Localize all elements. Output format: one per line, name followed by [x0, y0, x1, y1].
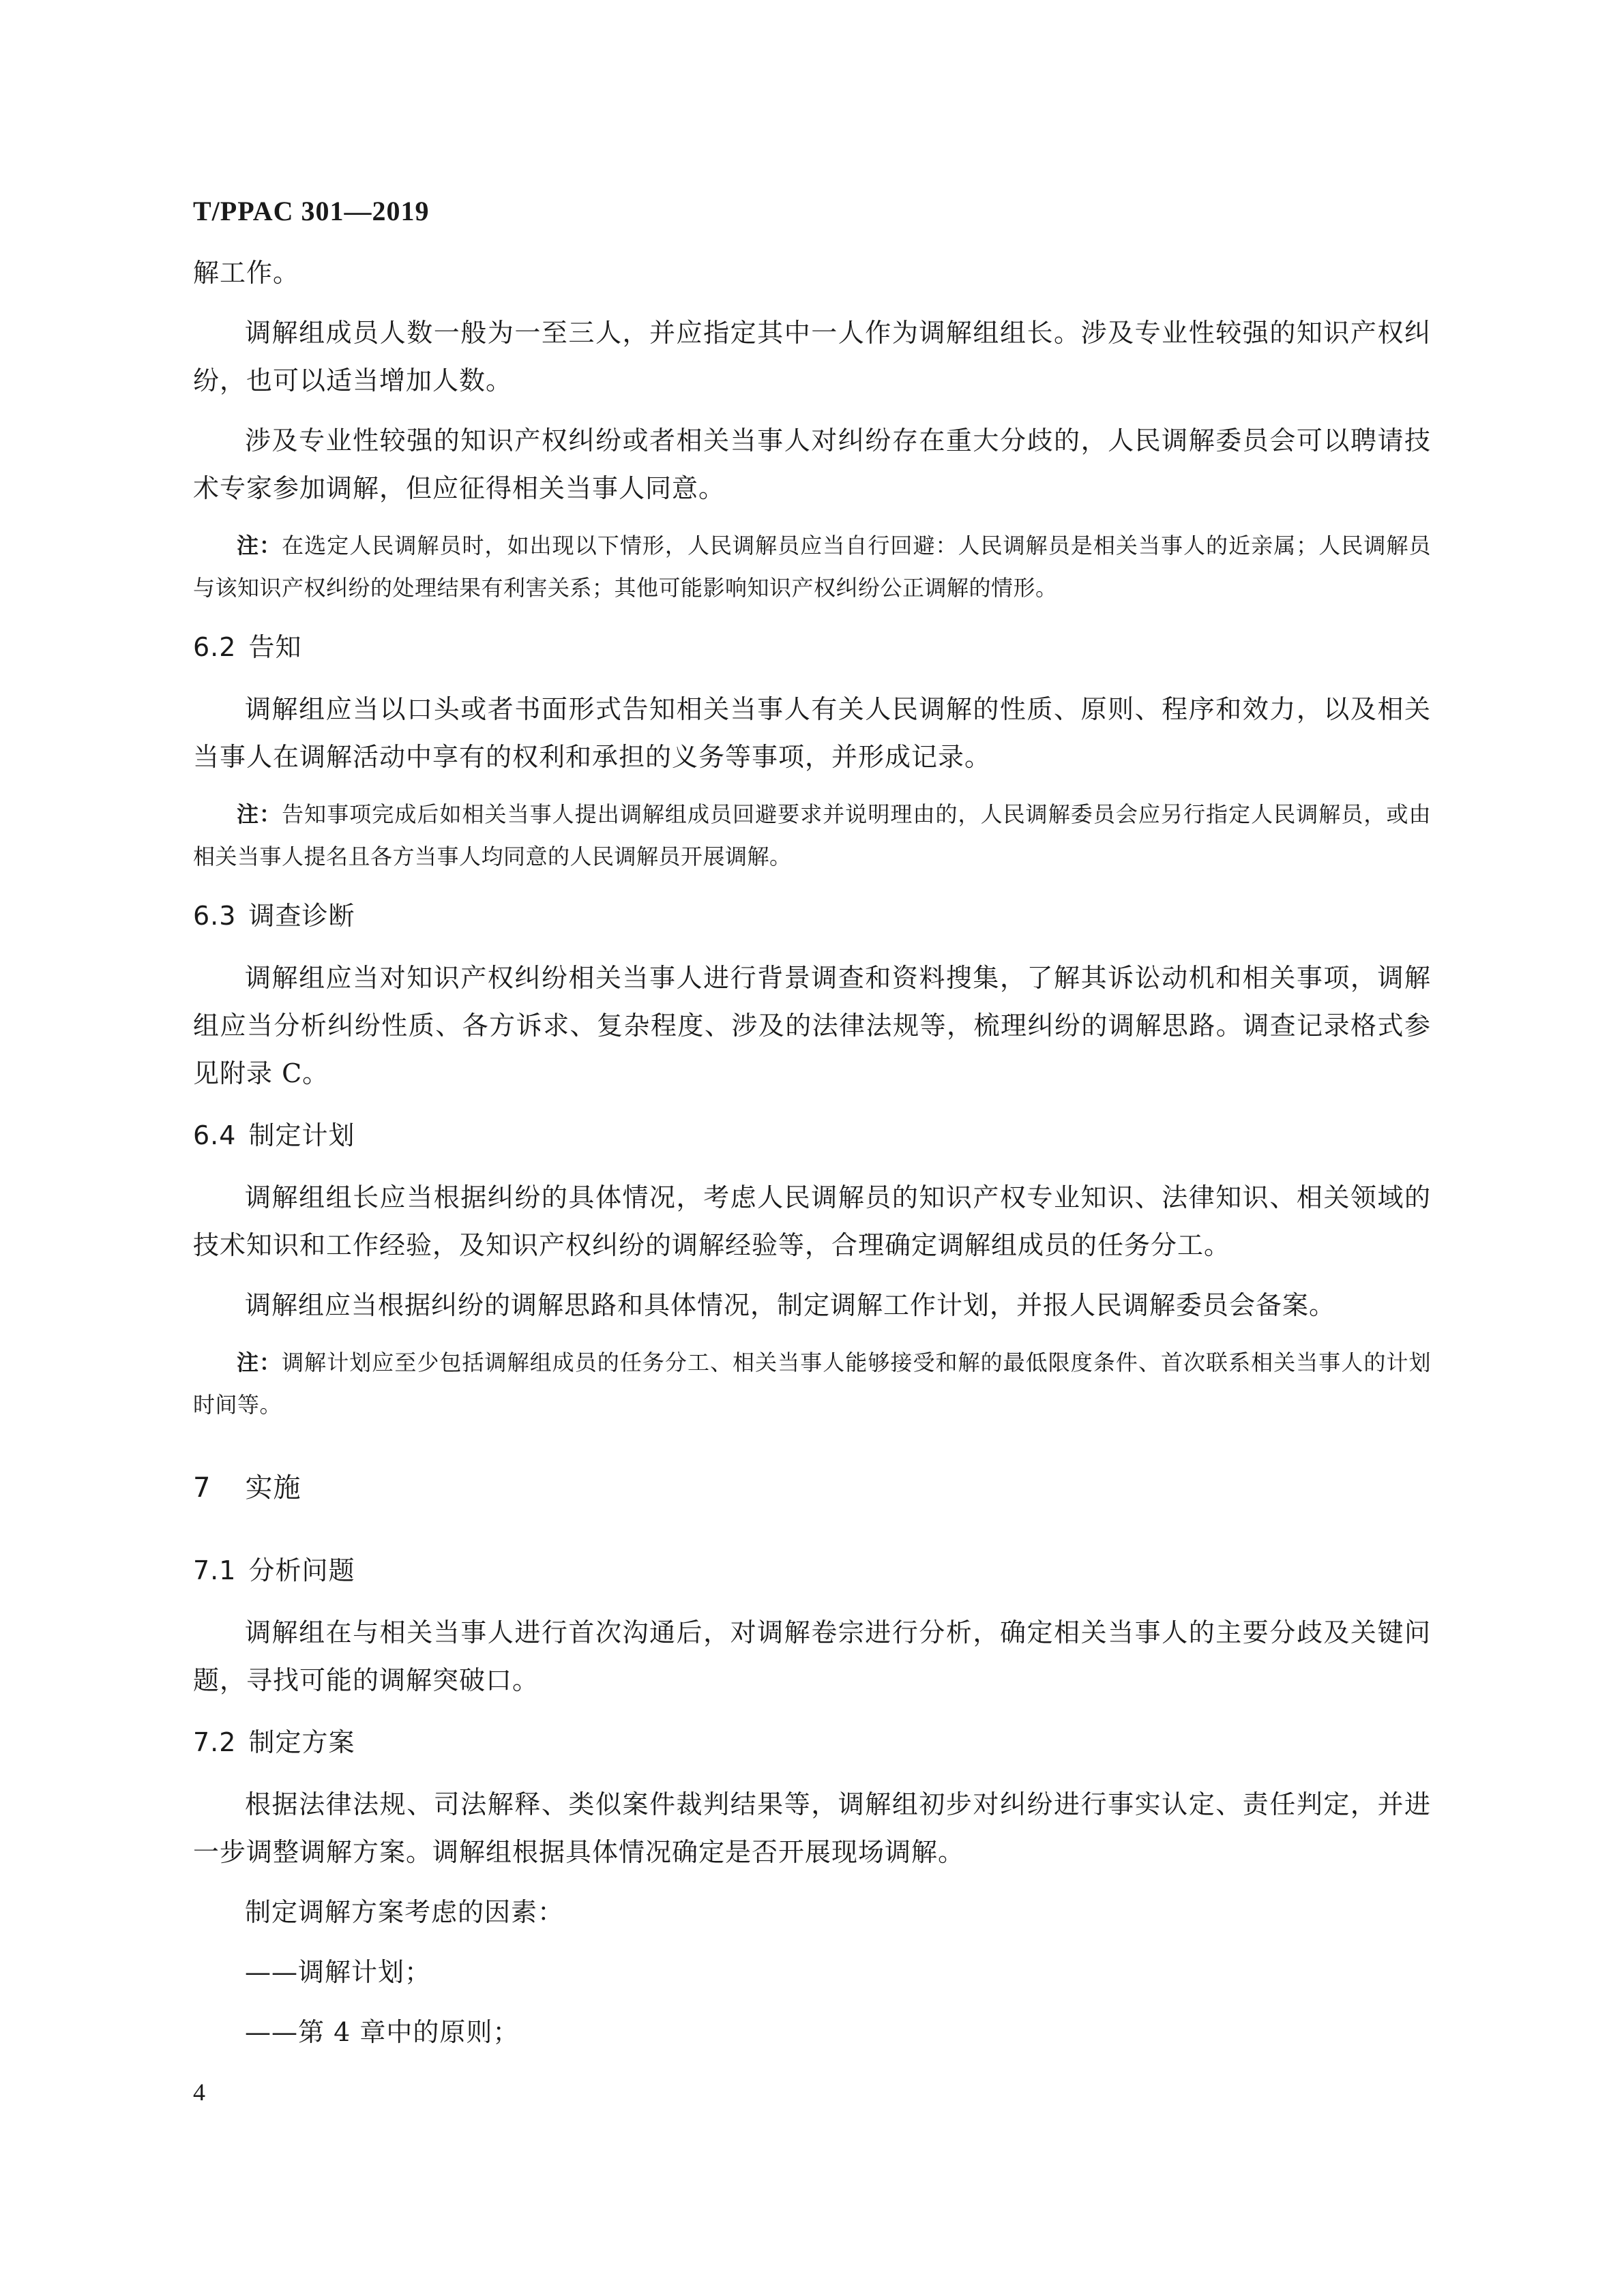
chapter-heading-7	[193, 1467, 1431, 1509]
section-heading-7-1	[193, 1550, 1431, 1591]
page-content	[193, 249, 1431, 2068]
section-title: 制定方案	[248, 1727, 355, 1757]
page-number: 4	[193, 2078, 205, 2106]
note	[193, 793, 1431, 878]
note-text: 告知事项完成后如相关当事人提出调解组成员回避要求并说明理由的，人民调解委员会应另行指定人民调解员，或由相关当事人提名且各方当事人均同意的人民调解员开展调解。	[193, 801, 1431, 869]
paragraph: 制定调解方案考虑的因素：	[245, 1897, 565, 1927]
standard-code: T/PPAC 301—2019	[193, 196, 430, 226]
chapter-title: 实施	[245, 1472, 301, 1504]
note-label: 注：	[237, 1350, 282, 1375]
section-title: 分析问题	[248, 1555, 355, 1585]
section-title: 制定计划	[248, 1120, 355, 1150]
note-text: 在选定人民调解员时，如出现以下情形，人民调解员应当自行回避：人民调解员是相关当事人的近亲属；人民调解员与该知识产权纠纷的处理结果有利害关系；其他可能影响知识产权纠纷公正调解的情形。	[193, 533, 1431, 601]
section-heading-6-2	[193, 627, 1431, 668]
note-text: 调解计划应至少包括调解组成员的任务分工、相关当事人能够接受和解的最低限度条件、首次联系相关当事人的计划时间等。	[193, 1350, 1431, 1418]
paragraph: 调解组应当对知识产权纠纷相关当事人进行背景调查和资料搜集，了解其诉讼动机和相关事项，调解组应当分析纠纷性质、各方诉求、复杂程度、涉及的法律法规等，梳理纠纷的调解思路。调查记录格式参见附录 C。	[193, 963, 1431, 1088]
paragraph: 调解组应当根据纠纷的调解思路和具体情况，制定调解工作计划，并报人民调解委员会备案。	[245, 1290, 1336, 1320]
chapter-number: 7	[193, 1472, 211, 1504]
section-title: 告知	[248, 632, 302, 662]
section-title: 调查诊断	[248, 901, 355, 931]
note-label: 注：	[237, 801, 282, 827]
section-number: 6.2	[193, 632, 237, 662]
section-number: 6.3	[193, 901, 237, 931]
section-heading-6-3	[193, 895, 1431, 936]
list-item: ——第 4 章中的原则；	[245, 2017, 520, 2047]
paragraph: 根据法律法规、司法解释、类似案件裁判结果等，调解组初步对纠纷进行事实认定、责任判定，并进一步调整调解方案。调解组根据具体情况确定是否开展现场调解。	[193, 1789, 1431, 1867]
paragraph: 调解组成员人数一般为一至三人，并应指定其中一人作为调解组组长。涉及专业性较强的知识产权纠纷，也可以适当增加人数。	[193, 318, 1431, 396]
paragraph: 涉及专业性较强的知识产权纠纷或者相关当事人对纠纷存在重大分歧的，人民调解委员会可以聘请技术专家参加调解，但应征得相关当事人同意。	[193, 426, 1431, 503]
section-number: 6.4	[193, 1120, 237, 1150]
section-number: 7.2	[193, 1727, 237, 1757]
note-label: 注：	[237, 533, 282, 558]
paragraph: 调解组组长应当根据纠纷的具体情况，考虑人民调解员的知识产权专业知识、法律知识、相关领域的技术知识和工作经验，及知识产权纠纷的调解经验等，合理确定调解组成员的任务分工。	[193, 1182, 1431, 1260]
note	[193, 1341, 1431, 1426]
paragraph: 调解组应当以口头或者书面形式告知相关当事人有关人民调解的性质、原则、程序和效力，以及相关当事人在调解活动中享有的权利和承担的义务等事项，并形成记录。	[193, 694, 1431, 772]
section-number: 7.1	[193, 1555, 237, 1585]
section-heading-7-2	[193, 1722, 1431, 1763]
note	[193, 524, 1431, 609]
paragraph: 调解组在与相关当事人进行首次沟通后，对调解卷宗进行分析，确定相关当事人的主要分歧及关键问题，寻找可能的调解突破口。	[193, 1617, 1431, 1695]
list-item: ——调解计划；	[245, 1957, 432, 1987]
section-heading-6-4	[193, 1115, 1431, 1156]
paragraph: 解工作。	[193, 258, 300, 288]
